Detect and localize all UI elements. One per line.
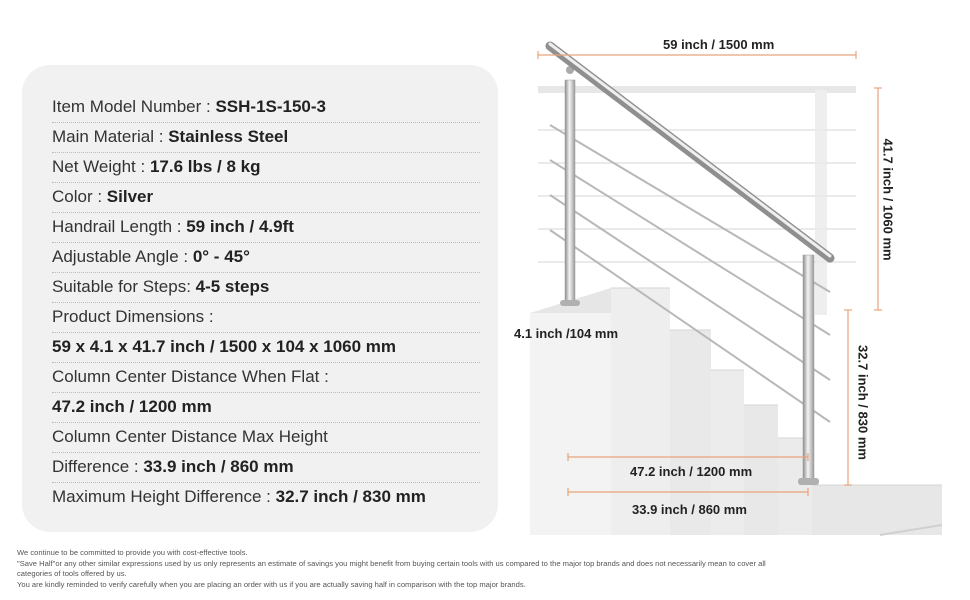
spec-row-flat-distance-value: [52, 392, 480, 423]
dim-top-width: 59 inch / 1500 mm: [663, 37, 775, 52]
dim-total-height: 41.7 inch / 1060 mm: [880, 138, 896, 261]
spec-row-max-height-label: [52, 422, 480, 453]
spec-row-material: [52, 122, 480, 153]
spec-label: Column Center Distance When Flat :: [52, 367, 329, 386]
spec-label: Main Material :: [52, 127, 169, 146]
spec-value: 47.2 inch / 1200 mm: [52, 397, 212, 416]
spec-label: Maximum Height Difference :: [52, 487, 276, 506]
spec-value: 33.9 inch / 860 mm: [143, 457, 294, 476]
spec-label: Adjustable Angle :: [52, 247, 193, 266]
spec-label: Product Dimensions :: [52, 307, 214, 326]
disclaimer-line: "Save Half"or any other similar expressions used by us only represents an estimate of savings you might benefit from buying certain tools with us compared to the major top brands and does not necessarily mean to cover all: [17, 558, 766, 568]
spec-row-weight: [52, 152, 480, 183]
dim-base-width: 4.1 inch /104 mm: [514, 326, 619, 341]
spec-row-color: [52, 182, 480, 213]
spec-value: 17.6 lbs / 8 kg: [149, 157, 261, 176]
spec-row-dimensions-label: [52, 302, 480, 333]
left-post: [560, 66, 580, 306]
spec-value: Stainless Steel: [168, 127, 289, 146]
dim-step-height-diff: 32.7 inch / 830 mm: [855, 345, 871, 460]
spec-value: Silver: [106, 187, 154, 206]
dim-column-flat: 47.2 inch / 1200 mm: [630, 464, 753, 479]
disclaimer-line: We continue to be committed to provide you with cost-effective tools.: [17, 548, 248, 557]
spec-value: 0° - 45°: [192, 247, 250, 266]
spec-label: Item Model Number :: [52, 97, 216, 116]
spec-value: 59 x 4.1 x 41.7 inch / 1500 x 104 x 1060 mm: [52, 337, 397, 356]
spec-row-flat-distance-label: [52, 362, 480, 393]
spec-row-dimensions-value: [52, 332, 480, 363]
spec-row-angle: [52, 242, 480, 273]
spec-label: Color :: [52, 187, 107, 206]
spec-row-difference: [52, 452, 480, 483]
spec-label: Difference :: [52, 457, 144, 476]
disclaimer: [17, 548, 917, 590]
spec-label: Net Weight :: [52, 157, 150, 176]
spec-label: Suitable for Steps:: [52, 277, 196, 296]
spec-value: 32.7 inch / 830 mm: [275, 487, 426, 506]
spec-value: 59 inch / 4.9ft: [186, 217, 294, 236]
spec-label: Handrail Length :: [52, 217, 187, 236]
spec-value: SSH-1S-150-3: [215, 97, 327, 116]
spec-row-model: [52, 92, 480, 123]
disclaimer-line: categories of tools offered by us.: [17, 569, 127, 578]
disclaimer-line: You are kindly reminded to verify carefully when you are placing an order with us if you are actually saving half in comparison with the top major brands.: [17, 579, 526, 589]
spec-label: Column Center Distance Max Height: [52, 427, 328, 446]
spec-row-steps: [52, 272, 480, 303]
spec-row-max-height-diff: [52, 482, 480, 512]
spec-value: 4-5 steps: [195, 277, 270, 296]
spec-panel: [22, 65, 498, 532]
spec-row-handrail-length: [52, 212, 480, 243]
dim-column-max: 33.9 inch / 860 mm: [632, 502, 747, 517]
